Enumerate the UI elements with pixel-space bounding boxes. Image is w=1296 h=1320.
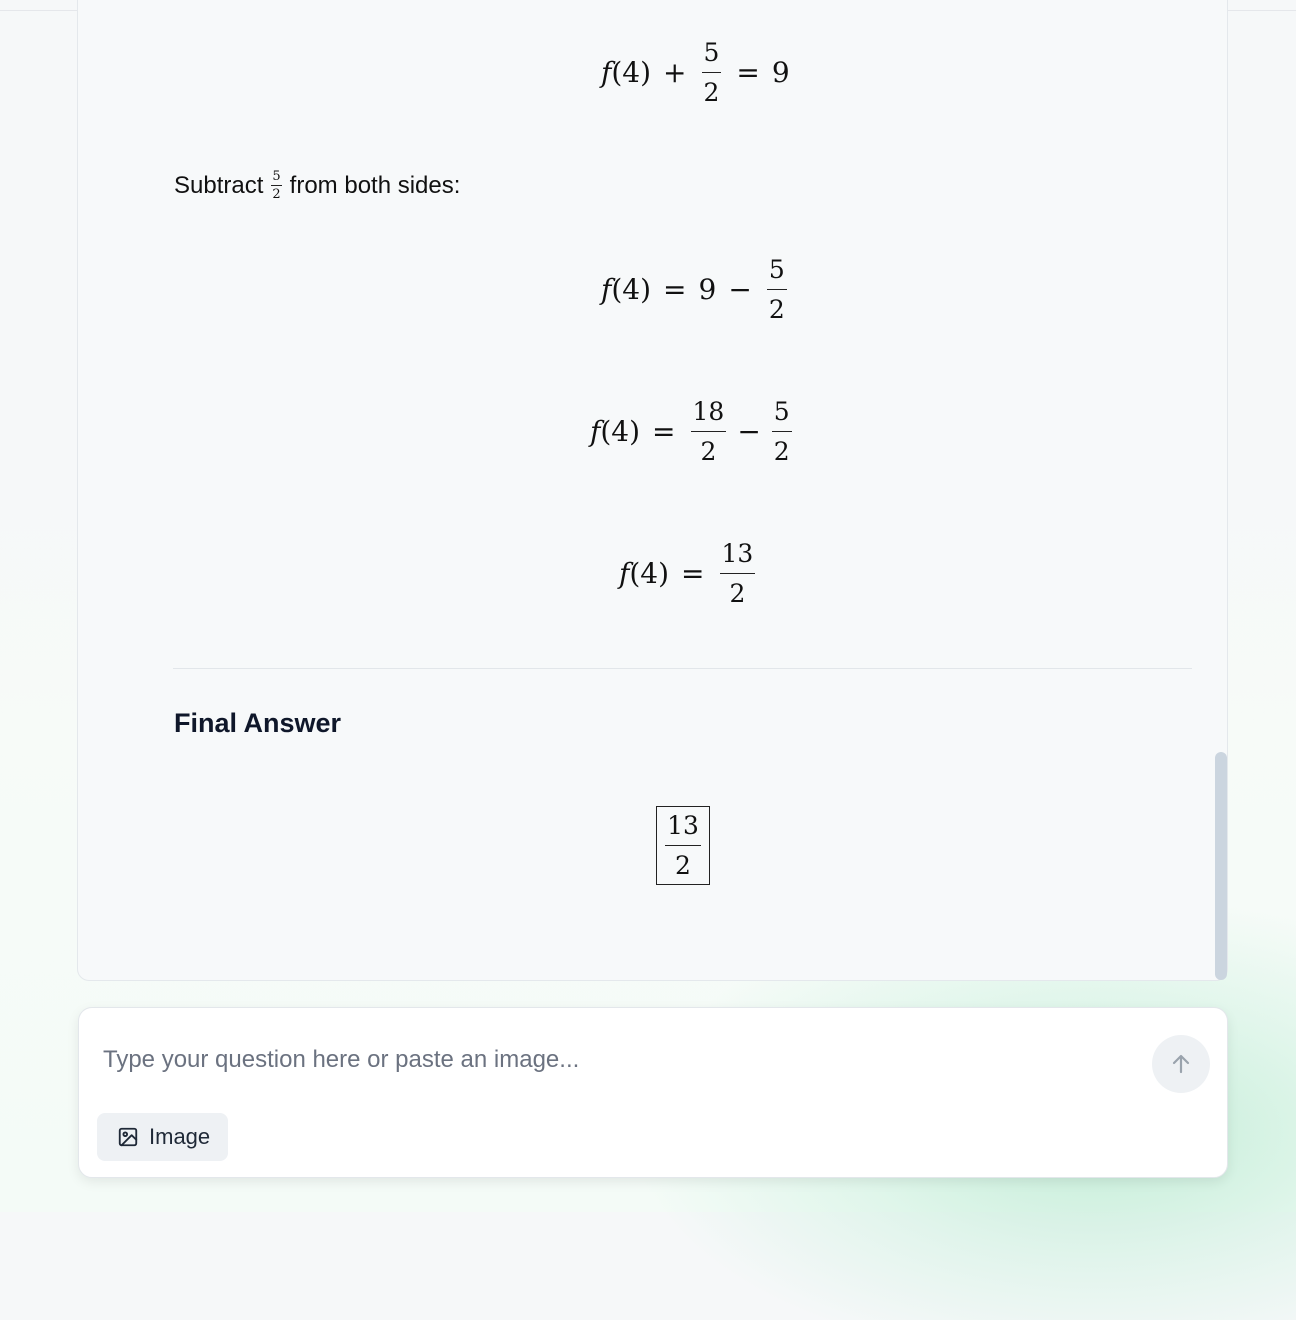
eq2-frac-num: 5	[767, 257, 787, 290]
eq3-frac1-den: 2	[700, 437, 717, 466]
final-answer-den: 2	[675, 851, 691, 880]
send-button[interactable]	[1152, 1035, 1210, 1093]
response-panel	[77, 0, 1228, 981]
eq1-function: f	[601, 56, 612, 89]
eq1-equals: =	[736, 56, 760, 89]
eq4-argument: (4)	[629, 557, 670, 590]
final-answer-heading: Final Answer	[174, 708, 342, 738]
scrollbar-thumb[interactable]	[1215, 752, 1227, 980]
eq1-frac-den: 2	[703, 78, 720, 107]
eq3-minus: −	[737, 415, 761, 448]
equation-1	[601, 40, 790, 105]
eq1-argument: (4)	[611, 56, 652, 89]
eq2-equals: =	[663, 273, 687, 306]
eq4-fraction	[720, 541, 756, 606]
final-answer-num: 13	[665, 813, 701, 846]
eq2-argument: (4)	[611, 273, 652, 306]
step-text-fraction	[271, 170, 281, 201]
eq4-frac-den: 2	[729, 579, 746, 608]
eq4-equals: =	[681, 557, 705, 590]
image-button[interactable]	[97, 1113, 228, 1161]
image-icon	[117, 1126, 139, 1148]
equation-3	[590, 399, 795, 464]
eq3-frac2-den: 2	[773, 437, 790, 466]
step-frac-num: 5	[272, 169, 281, 184]
eq3-argument: (4)	[600, 415, 641, 448]
composer	[78, 1007, 1228, 1178]
eq1-frac-num: 5	[702, 40, 722, 73]
arrow-up-icon	[1169, 1052, 1193, 1076]
eq2-term: 9	[698, 273, 717, 306]
final-answer-fraction	[665, 813, 701, 878]
eq3-equals: =	[652, 415, 676, 448]
eq2-function: f	[601, 273, 612, 306]
eq2-fraction	[767, 257, 787, 322]
equation-4	[619, 541, 758, 606]
eq1-fraction	[702, 40, 722, 105]
final-answer-box	[656, 806, 710, 885]
eq4-frac-num: 13	[720, 541, 756, 574]
eq1-rhs: 9	[771, 56, 790, 89]
question-input[interactable]	[103, 1042, 1123, 1078]
eq3-fraction-1	[691, 399, 727, 464]
step-text-after: from both sides:	[289, 171, 461, 199]
eq3-fraction-2	[772, 399, 792, 464]
step-frac-den: 2	[272, 187, 281, 202]
eq3-frac1-num: 18	[691, 399, 727, 432]
step-text-before: Subtract	[174, 171, 264, 199]
eq3-frac2-num: 5	[772, 399, 792, 432]
section-divider	[173, 668, 1192, 669]
eq3-function: f	[590, 415, 601, 448]
step-text	[174, 170, 460, 201]
eq2-frac-den: 2	[768, 295, 785, 324]
equation-2	[601, 257, 790, 322]
image-button-label: Image	[149, 1124, 211, 1149]
eq4-function: f	[619, 557, 630, 590]
eq2-minus: −	[728, 273, 752, 306]
eq1-plus: +	[663, 56, 687, 89]
